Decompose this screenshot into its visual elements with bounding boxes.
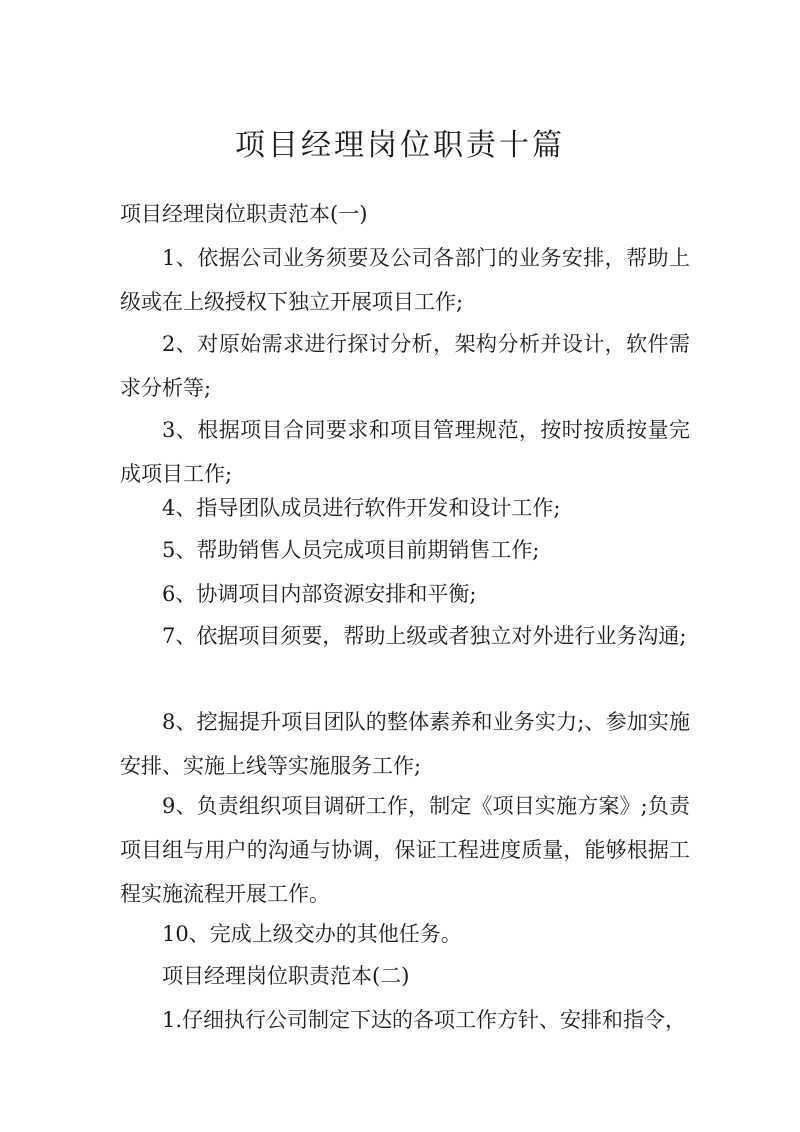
list-item-10: 10、完成上级交办的其他任务。 [162,922,462,946]
list-item-1: 1、依据公司业务须要及公司各部门的业务安排，帮助上级或在上级授权下独立开展项目工作; [120,246,690,314]
list-item-9: 9、负责组织项目调研工作，制定《项目实施方案》;负责项目组与用户的沟通与协调，保证工程进度质量，能够根据工程实施流程开展工作。 [120,794,690,906]
list-item-5: 5、帮助销售人员完成项目前期销售工作; [162,538,540,562]
list-item-2: 2、对原始需求进行探讨分析，架构分析并设计，软件需求分析等; [120,332,690,400]
list-item-8: 8、挖掘提升项目团队的整体素养和业务实力;、参加实施安排、实施上线等实施服务工作; [120,710,690,778]
list-item-4: 4、指导团队成员进行软件开发和设计工作; [162,496,561,520]
list-item-3: 3、根据项目合同要求和项目管理规范，按时按质按量完成项目工作; [120,418,690,486]
list-item-6: 6、协调项目内部资源安排和平衡; [162,582,477,606]
list-item-7: 7、依据项目须要，帮助上级或者独立对外进行业务沟通; [162,624,687,648]
section-heading-1: 项目经理岗位职责范本(一) [120,202,368,226]
document-title: 项目经理岗位职责十篇 [235,128,565,163]
section2-item-1: 1.仔细执行公司制定下达的各项工作方针、安排和指令， [162,1008,687,1032]
section-heading-2: 项目经理岗位职责范本(二) [162,964,410,988]
